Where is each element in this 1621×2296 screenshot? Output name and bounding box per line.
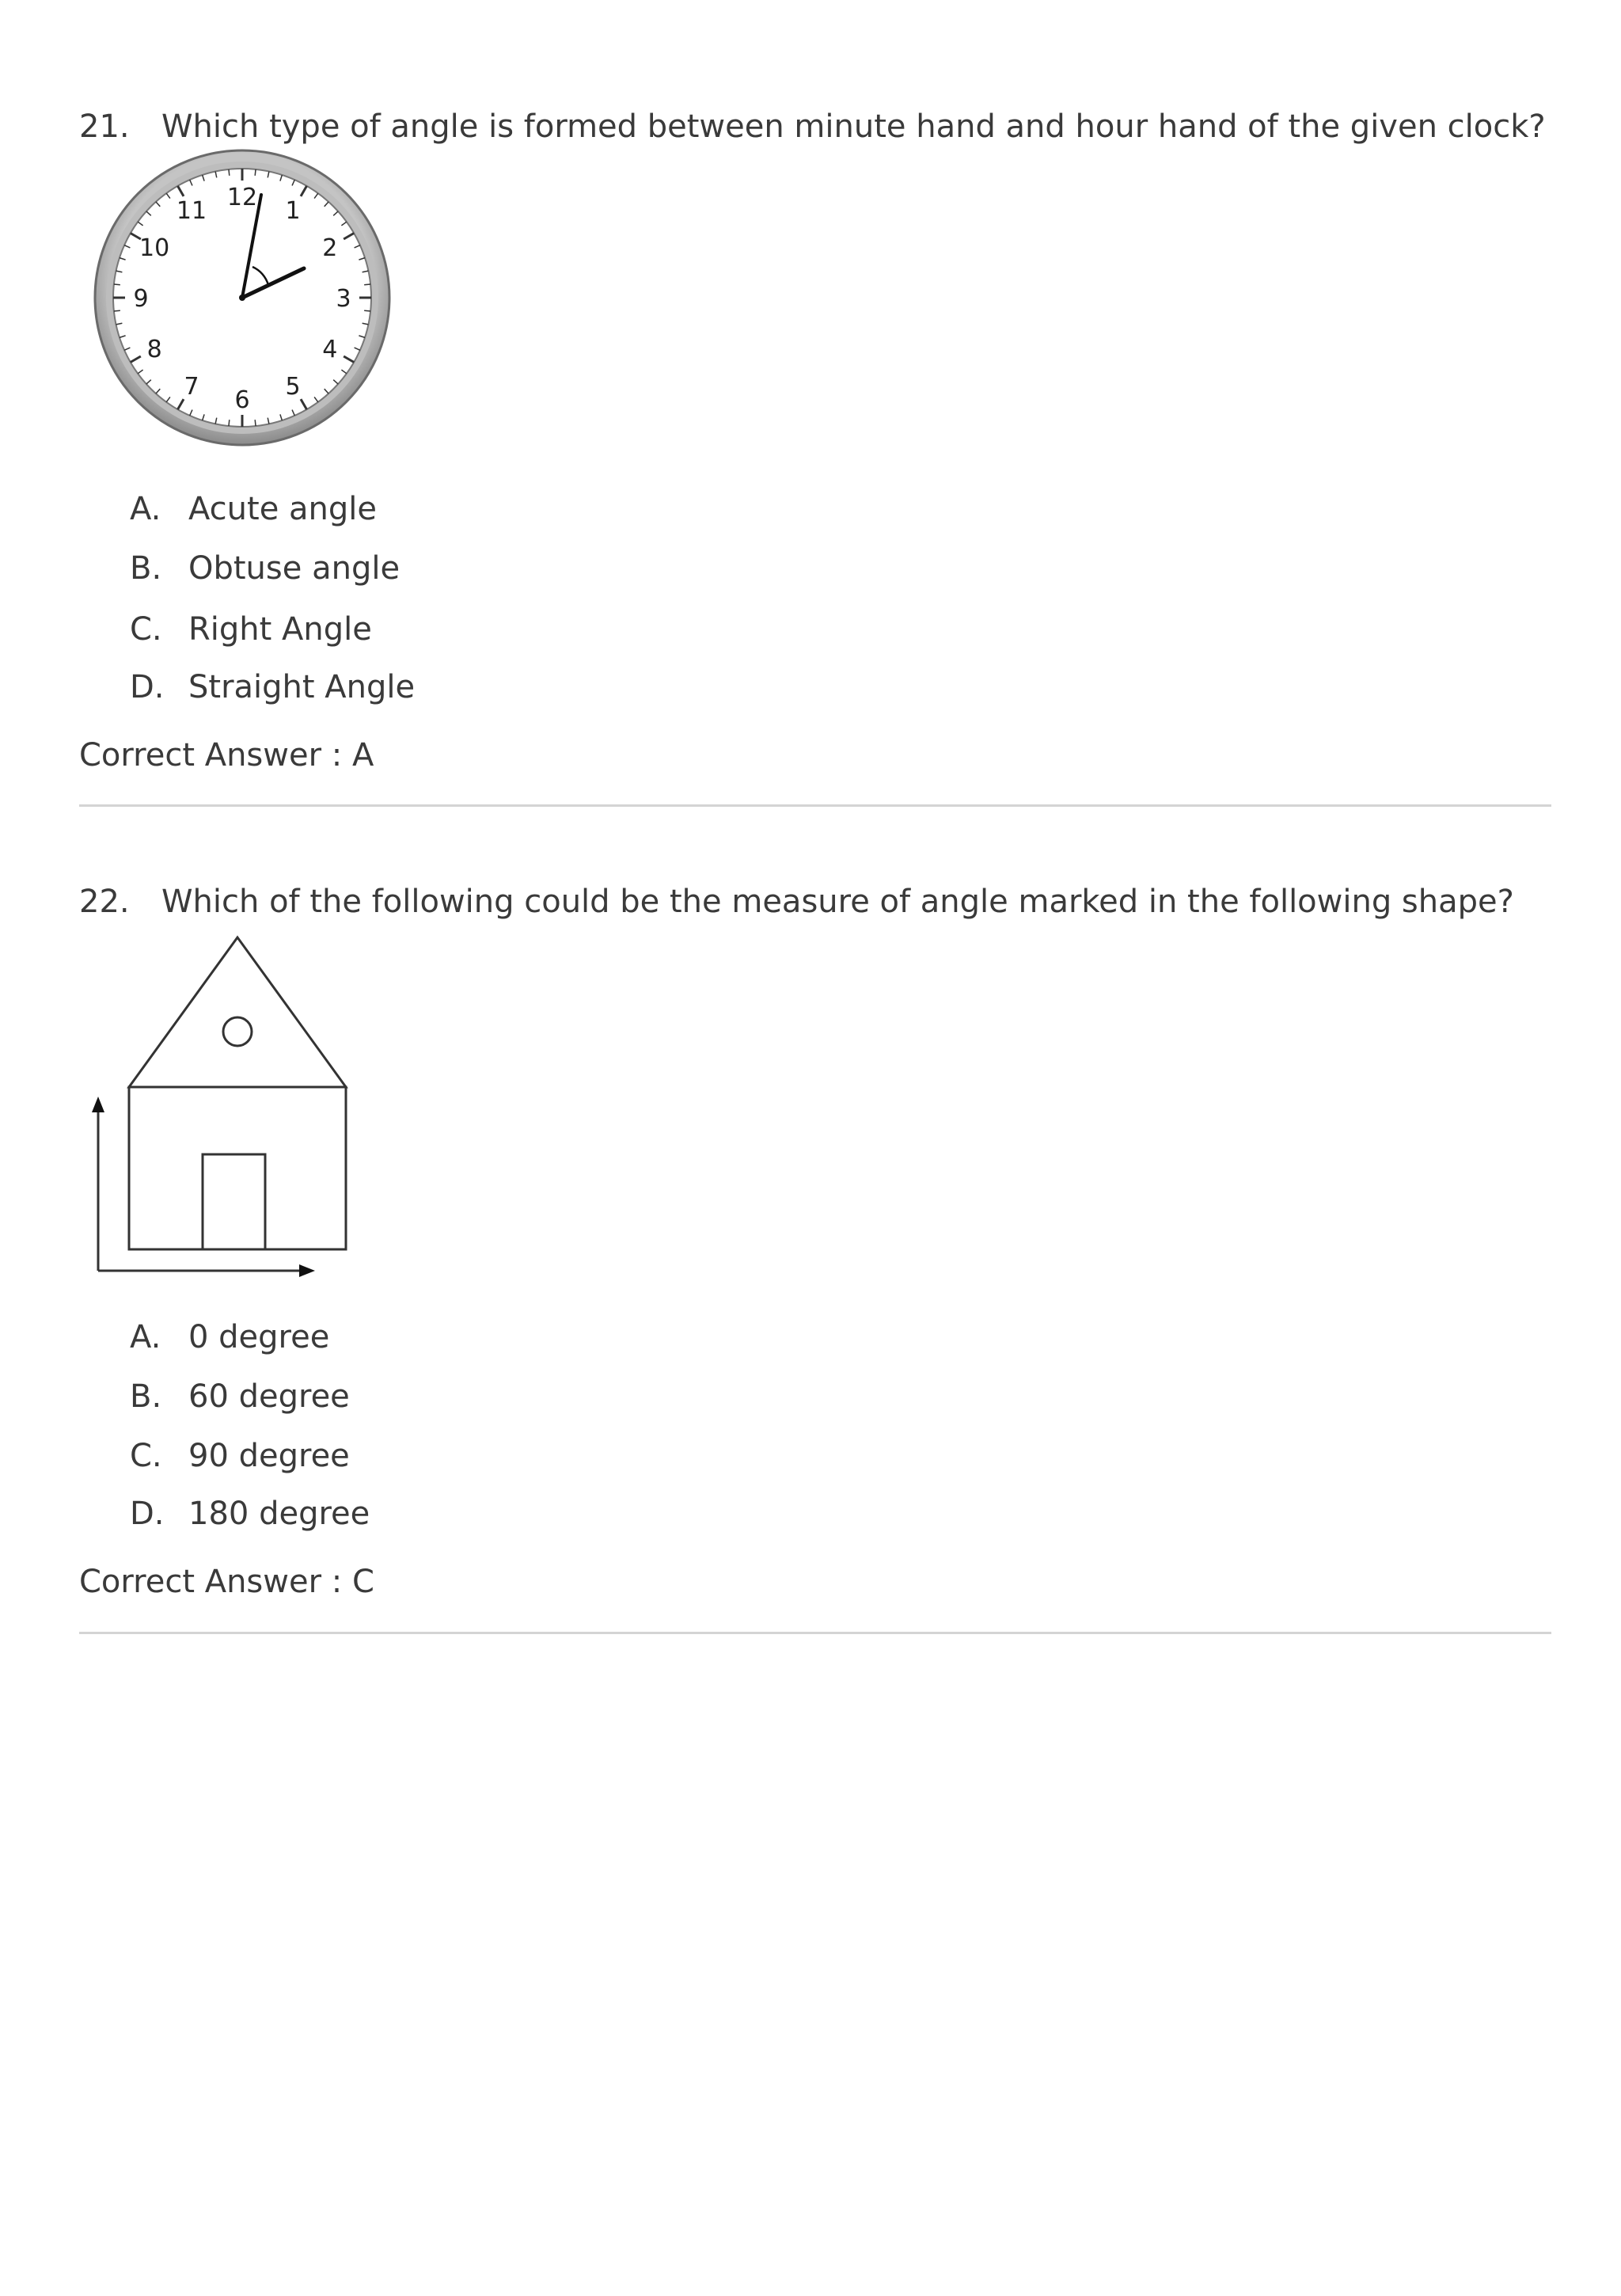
clock-figure [92,147,393,451]
divider [79,1632,1551,1634]
option-text: 90 degree [188,1438,350,1474]
option-letter: D. [130,1496,165,1532]
option-a[interactable] [130,1318,329,1356]
option-d[interactable] [130,668,415,706]
clock-numeral: 9 [133,285,149,313]
clock-numeral: 7 [184,372,199,401]
option-c[interactable] [130,610,372,648]
clock-numeral: 3 [336,285,351,313]
clock-numeral: 12 [226,184,258,211]
clock-numeral: 5 [285,372,301,401]
option-text: Right Angle [188,611,372,648]
question-text: Which of the following could be the measure of angle marked in the following shape? [161,884,1514,920]
clock-numeral: 1 [285,197,301,226]
clock-numeral: 2 [322,234,338,262]
option-letter: A. [130,491,161,527]
correct-answer: Correct Answer : C [79,1564,374,1600]
option-text: Acute angle [188,491,377,527]
option-d[interactable] [130,1495,370,1533]
clock-tick [364,284,370,285]
house-icon [87,929,372,1277]
option-a[interactable] [130,490,377,528]
clock-tick [255,169,256,176]
clock-tick [114,310,120,311]
option-letter: C. [130,1438,162,1474]
option-b[interactable] [130,1378,350,1416]
clock-tick [255,420,256,426]
house-figure [87,929,372,1280]
clock-numeral: 10 [139,234,170,262]
clock-tick [114,284,120,285]
clock-tick [229,169,230,176]
clock-tick [364,310,370,311]
option-letter: B. [130,1378,162,1415]
clock-numeral: 6 [234,386,250,414]
option-c[interactable] [130,1437,350,1475]
question-number: 22. [79,884,130,920]
option-letter: D. [130,669,165,705]
clock-numeral: 8 [146,336,162,363]
clock-numeral: 11 [176,197,207,226]
clock-icon [92,147,393,448]
option-text: 180 degree [188,1496,370,1532]
option-letter: C. [130,611,162,648]
option-text: Straight Angle [188,669,416,705]
option-text: 60 degree [188,1378,350,1415]
question-text: Which type of angle is formed between minute hand and hour hand of the given clock? [161,108,1546,145]
option-letter: B. [130,550,162,587]
question-number: 21. [79,108,130,145]
clock-numeral: 4 [322,336,338,363]
option-b[interactable] [130,549,400,587]
clock-tick [229,420,230,426]
option-text: Obtuse angle [188,550,401,587]
option-text: 0 degree [188,1319,330,1355]
option-letter: A. [130,1319,161,1355]
divider [79,804,1551,807]
correct-answer: Correct Answer : A [79,737,374,774]
